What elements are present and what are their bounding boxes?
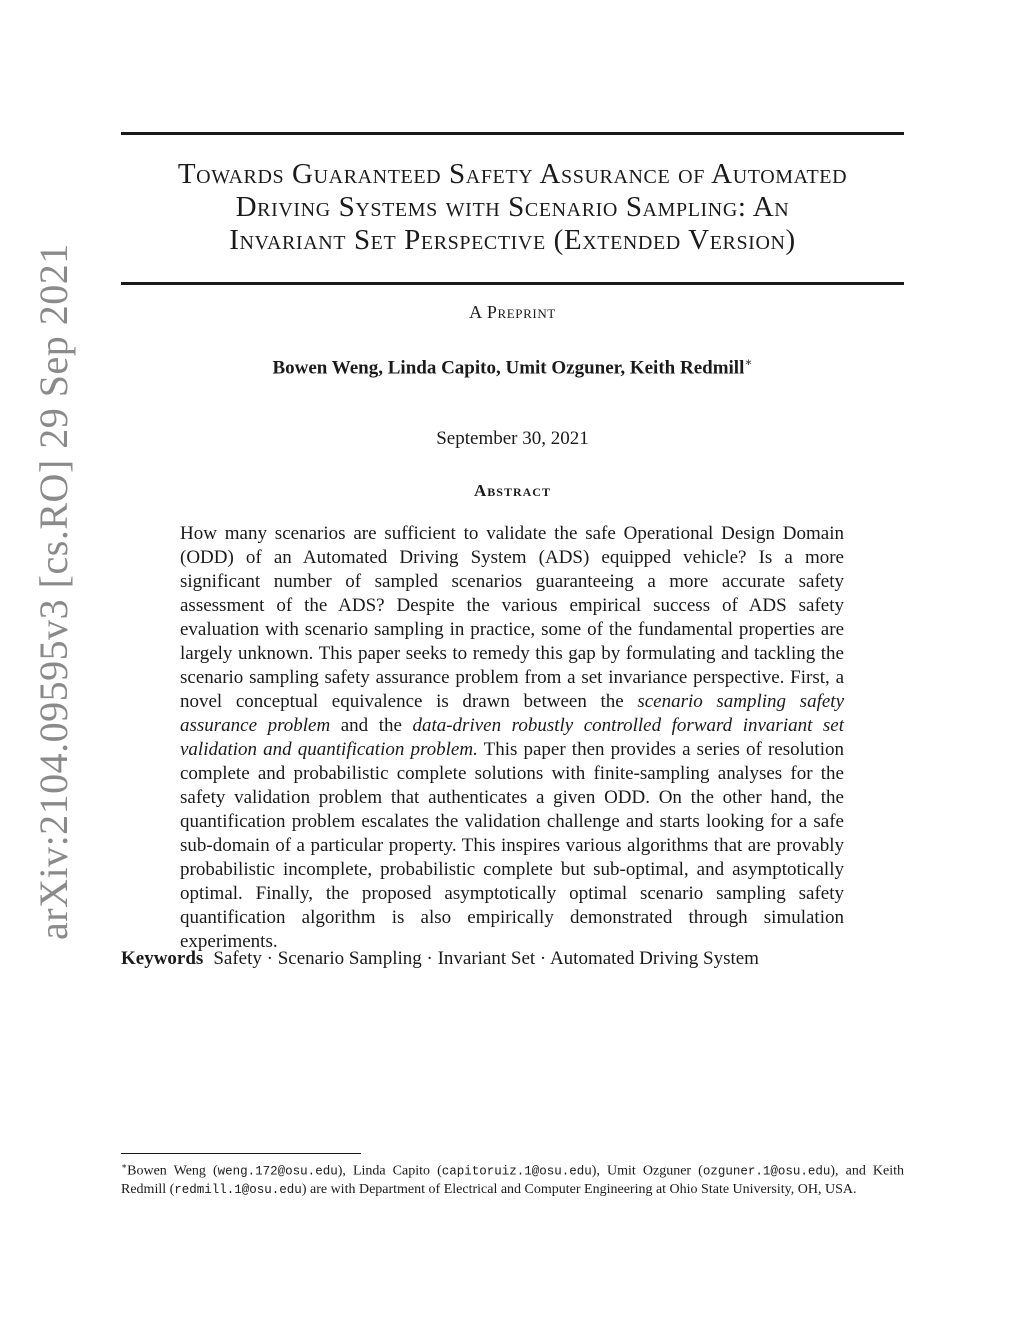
abstract-heading: Abstract bbox=[474, 481, 551, 500]
footnote-text: ) are with Department of Electrical and Computer Engineering at Ohio State University, OH, USA. bbox=[301, 1181, 857, 1197]
author-names: Bowen Weng, Linda Capito, Umit Ozguner, Keith Redmill bbox=[272, 357, 745, 379]
author-list bbox=[121, 355, 904, 379]
footnote-mark: ∗ bbox=[121, 1161, 128, 1171]
author-footnote bbox=[121, 1158, 904, 1199]
title-line: Driving Systems with Scenario Sampling: An bbox=[235, 191, 790, 223]
title-bottom-rule bbox=[121, 282, 904, 285]
email-link[interactable]: weng.172@osu.edu bbox=[217, 1164, 338, 1179]
email-link[interactable]: ozguner.1@osu.edu bbox=[702, 1164, 831, 1179]
abstract-emphasis: scenario sampling safety assurance problem bbox=[180, 691, 844, 736]
footnote-text: ), and Keith Redmill ( bbox=[121, 1163, 904, 1197]
title-line: Towards Guaranteed Safety Assurance of Automated bbox=[177, 158, 848, 190]
paper-title bbox=[121, 158, 904, 257]
abstract-body bbox=[180, 522, 844, 954]
preprint-label: A Preprint bbox=[469, 302, 556, 322]
footnote-text: ), Linda Capito ( bbox=[337, 1163, 442, 1179]
abstract-text: How many scenarios are sufficient to validate the safe Operational Design Domain (ODD) of an Automated Driving System (ADS) equipped vehicle? Is a more significant number of sampled scenarios guaranteeing a more accurate safety assessment of the ADS? Despite the various empirical success of ADS safety evaluation with scenario sampling in practice, some of the fundamental properties are largely unknown. This paper seeks to remedy this gap by formulating and tackling the scenario sampling safety assurance problem from a set invariance perspective. First, a novel conceptual equivalence is drawn between the bbox=[180, 523, 844, 712]
footnote-text: ), Umit Ozguner ( bbox=[591, 1163, 703, 1179]
title-line: Invariant Set Perspective (Extended Version) bbox=[229, 224, 796, 256]
keywords-list: Safety · Scenario Sampling · Invariant Set · Automated Driving System bbox=[213, 948, 759, 969]
email-link[interactable]: redmill.1@osu.edu bbox=[174, 1182, 302, 1197]
title-top-rule bbox=[121, 132, 904, 135]
footnote-rule bbox=[121, 1153, 361, 1154]
arxiv-side-stamp: arXiv:2104.09595v3 [cs.RO] 29 Sep 2021 bbox=[31, 243, 76, 940]
author-footnote-mark[interactable]: ∗ bbox=[744, 355, 753, 369]
keywords-label: Keywords bbox=[121, 948, 204, 969]
email-link[interactable]: capitoruiz.1@osu.edu bbox=[441, 1164, 592, 1179]
footnote-text: Bowen Weng ( bbox=[127, 1163, 218, 1179]
publication-date: September 30, 2021 bbox=[436, 428, 589, 449]
abstract-text: and the bbox=[340, 715, 402, 736]
abstract-text: This paper then provides a series of resolution complete and probabilistic complete solutions with finite-sampling analyses for the safety validation problem that authenticates a given ODD. On the other hand, the quantification problem escalates the validation challenge and starts looking for a safe sub-domain of a particular property. This inspires various algorithms that are provably probabilistic incomplete, probabilistic complete but sub-optimal, and asymptotically optimal. Finally, the proposed asymptotically optimal scenario sampling safety quantification algorithm is also empirically demonstrated through simulation experiments. bbox=[180, 739, 844, 952]
abstract-emphasis: data-driven robustly controlled forward invariant set validation and quantification problem. bbox=[180, 715, 845, 760]
keywords-line bbox=[121, 948, 904, 970]
